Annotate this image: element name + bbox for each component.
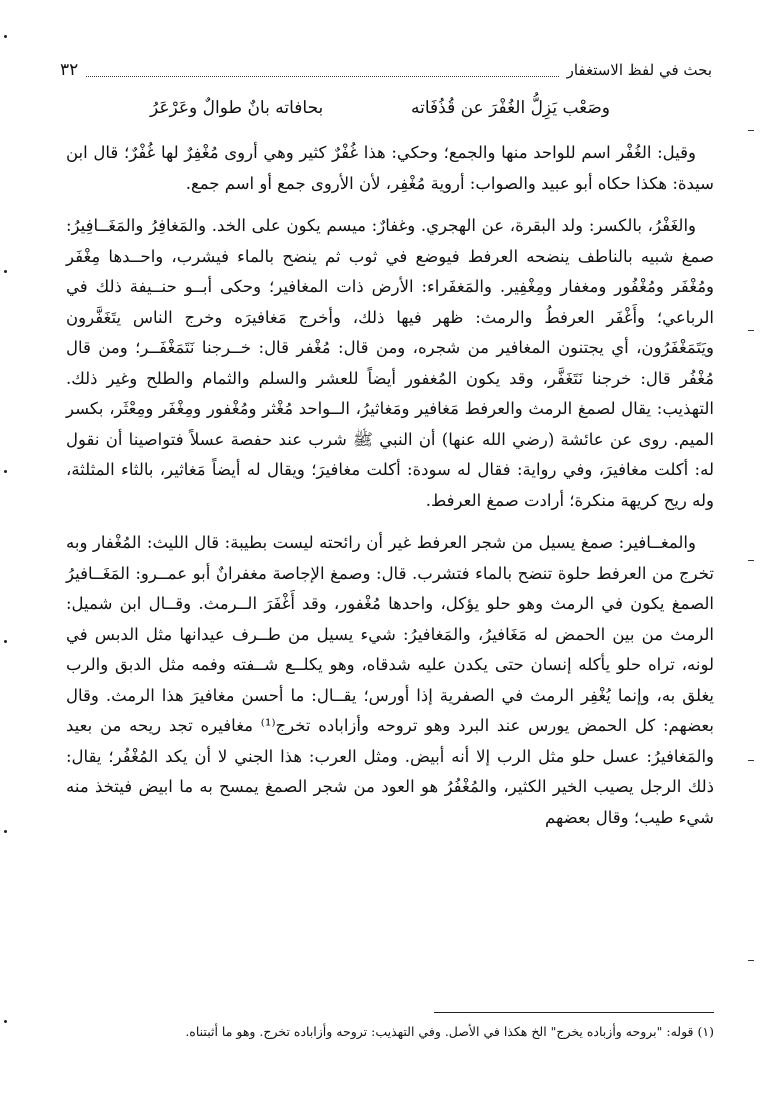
margin-tick (748, 760, 754, 761)
paragraph: والمغــافير: صمغ يسيل من شجر العرفط غير أن رائحته ليست بطيبة: قال الليث: المُغْفار وبه تخرج من العرفط حلوة تنضح بالماء فتشرب. قال: وصمغ الإجاصة مغفرانٌ أبو عمــرو: المَغَــافيرُ الصمغ يكون في الرمث وهو حلو يؤكل، واحدها مُغْفور، وقد أَغْفَرَ الــرمث. وقــال ابن شميل: الرمث من بين الحمض له مَغَافيرُ، والمَغافيرُ: شيء يسيل من طــرف عيدانها مثل الدبس في لونه، تراه حلو يأكله إنسان حتى يكدن عليه شدقاه، وهو يكلــع شــفته وفمه مثل الدبق والرب يغلق به، وإنما يُغْفِر الرمث في الصفرية إذا أورس؛ يقــال: ما أحسن مغافيرَ هذا الرمث. وقال بعضهم: كل الحمض يورس عند البرد وهو تروحه وأزاباده تخرج⁽¹⁾ مغافيره تجد ريحه من بعيد والمَغافيرُ: عسل حلو مثل الرب إلا أنه أبيض. ومثل العرب: هذا الجني لا أن يكد المُغْفُر؛ يقال: ذلك الرجل يصيب الخير الكثير، والمُغْفُرُ هو العود من شجر الصمغ يمسح به ما ابيض فيتخذ منه شيء طيب؛ وقال بعضهم (66, 533, 714, 827)
running-header (60, 58, 712, 82)
margin-mark (4, 640, 7, 643)
margin-mark (4, 470, 7, 473)
poetry-verse (150, 98, 610, 128)
margin-tick (748, 960, 754, 961)
footnote-separator (434, 1012, 714, 1013)
paragraph: والغَفْرُ، بالكسر: ولد البقرة، عن الهجري. وغفارٌ: ميسم يكون على الخد. والمَغافِرُ والمَغَــافِيرُ: صمغ شبيه بالناطف ينضحه العرفط فيوضع في ثوب ثم ينضح بالماء فيشرب، واحــدها مِغْفَر ومُغْفَر ومُغْفُور ومغفار ومِغْفِير. والمَغفَراء: الأرض ذات المغافير؛ وحكى أبــو حنــيفة ذلك في الرباعي؛ وأَغْفَر العرفطُ والرمث: ظهر فيها ذلك، وأخرج مَغافيرَه وخرج الناس يتَغَفَّرون ويَتَمَغْفَرُون، أي يجتنون المغافير من شجره، ومن قال: مُغْفر قال: خــرجنا نَتَمَغْفَــر؛ ومن قال مُغْفُر قال: خرجنا نَتَغَفَّر، وقد يكون المُغفور أيضاً للعشر والسلم والثمام والطلح وغير ذلك. التهذيب: يقال لصمغ الرمث والعرفط مَغافير ومَغاثيرُ، الــواحد مُغْثر ومُغْفور ومِغْفَر ومِعْثَر، بكسر الميم. روى عن عائشة (رضي الله عنها) أن النبي ﷺ شرب عند حفصة عسلاً فتواصينا أن نقول له: أكلت مغافيرَ، وفي رواية: فقال له سودة: أكلت مغافيرَ؛ ويقال له أيضاً مَغاثير، بالثاء المثلثة، وله ريح كريهة منكرة؛ أرادت صمغ العرفط. (66, 216, 714, 510)
margin-mark (4, 830, 7, 833)
margin-tick (748, 130, 754, 131)
footnote: (١) قوله: "بروحه وأزباده يخرج" الخ هكذا في الأصل. وفي التهذيب: تروحه وأزاباده تخرج. وهو ما أثبتناه. (185, 1024, 714, 1039)
page-number: ٣٢ (60, 60, 79, 80)
verse-hemistich-right: وصَعْب يَزِلُّ الغُفْرَ عن قُذُفَاته (411, 98, 610, 118)
margin-mark (4, 1020, 7, 1023)
header-title: بحث في لفظ الاستغفار (566, 61, 712, 79)
verse-hemistich-left: بحافاته بانٌ طوالٌ وعَرْعَرُ (150, 98, 324, 118)
paragraph: وقيل: الغُفْر اسم للواحد منها والجمع؛ وحكي: هذا غُفْرٌ كثير وهي أروى مُغْفِرٌ لها غُفْرٌ؛ قال ابن سيدة: هكذا حكاه أبو عبيد والصواب: أروية مُغْفِر، لأن الأروى جمع أو اسم جمع. (66, 143, 714, 193)
body-text (66, 138, 714, 845)
header-dotted-leader (86, 64, 558, 77)
margin-mark (4, 35, 7, 38)
margin-tick (748, 560, 754, 561)
margin-mark (4, 270, 7, 273)
margin-tick (748, 330, 754, 331)
